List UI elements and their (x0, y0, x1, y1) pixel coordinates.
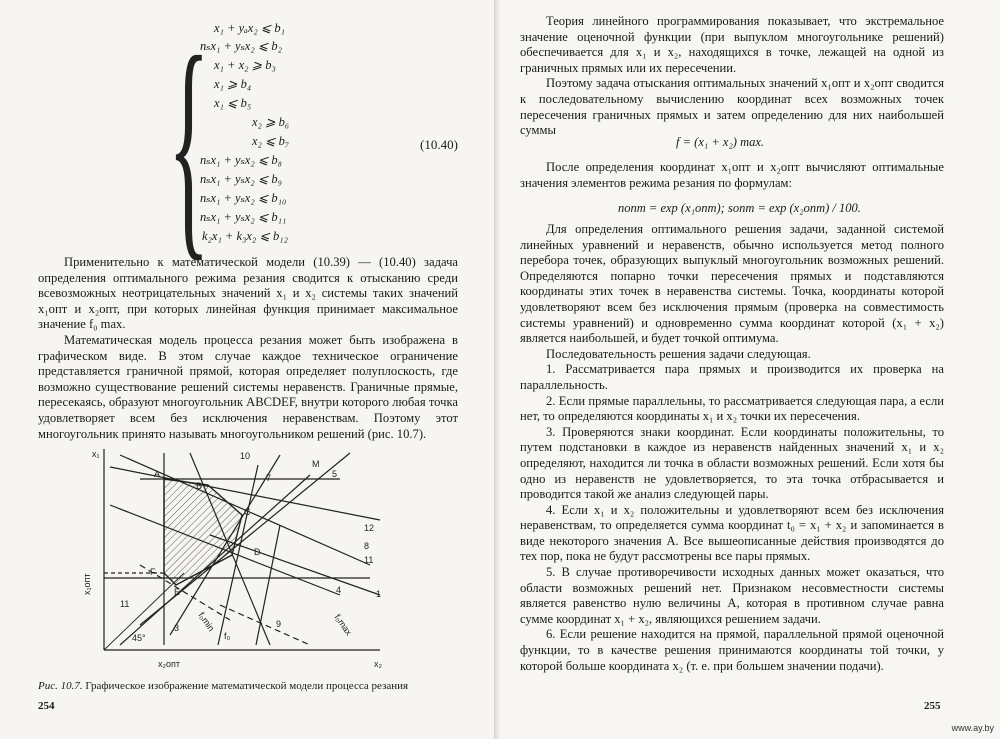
figure-10-7 (80, 445, 390, 675)
x2-opt-label: x₂опт (158, 659, 180, 669)
left-text-block (38, 255, 458, 442)
point-f: F (150, 567, 156, 577)
line-number-5: 5 (332, 469, 338, 479)
watermark: www.ay.by (951, 723, 994, 733)
inequality-6: x₂ ⩾ b₆ (252, 115, 290, 129)
formula-f: f = (x₁ + x₂) max. (676, 135, 765, 149)
inequality-11: nₛx₁ + yₛx₂ ⩽ b₁₁ (200, 210, 287, 224)
left-paragraph-2: Математическая модель процесса резания может быть изображена в графическом виде. В этом случае каждое техническое ограничение представляется граничной прямой, которая определяет полуплоскость, где возможно существование решений системы неравенств. Граничные прямые, пересекаясь, образуют многоугольник ABCDEF, внутри которого любая точка удовлетворяет всем без исключения неравенствам. Поэтому этот многоугольник принято называть многоугольником решений (рис. 10.7). (38, 332, 458, 441)
inequality-10: nₛx₁ + yₛx₂ ⩽ b₁₀ (200, 191, 287, 205)
right-text-mid (520, 160, 944, 191)
right-text-bottom (520, 222, 944, 674)
axis-x-label: x₂ (374, 659, 382, 669)
angle-label: 45° (132, 633, 146, 643)
point-e: E (174, 587, 181, 597)
inequality-8: nₛx₁ + yₛx₂ ⩽ b₈ (200, 153, 283, 167)
axis-y-label: x₁ (92, 449, 100, 459)
line-number-3: 3 (174, 623, 180, 633)
left-paragraph-1: Применительно к математической модели (10.39) — (10.40) задача определения оптимального режима резания сводится к отысканию среди всевозможных неотрицательных значений x₁ и x₂ системы таких значений x₁опт и x₂опт, при которых линейная функция принимает максимальное значение f₀ max. (38, 255, 458, 332)
right-text-top (520, 14, 944, 139)
right-page (500, 0, 1000, 739)
inequality-5: x₁ ⩽ b₅ (214, 96, 252, 110)
f0max-label: f₀max (332, 612, 354, 638)
right-paragraph-5: Последовательность решения задачи следующая. (546, 346, 811, 361)
right-paragraph-4: Для определения оптимального решения задачи, заданной системой линейных уравнений и неравенств, обычно используется метод полного перебора точек, образующих выпуклый многоугольник возможных решений. Определяются попарно точки пересечения прямых и подставляются координаты этих точек в неравенства системы. Точка, координаты которой удовлетворяют всем без исключения прямым (проверка на совместимость системы уравнений) и одновременно сумма координат которой (x₁ + x₂) является наибольшей, и будет точкой оптимума. (520, 222, 944, 346)
caption-label: Рис. 10.7. (38, 680, 83, 692)
caption-text: Графическое изображение математической модели процесса резания (85, 680, 409, 692)
page-number-right: 255 (924, 700, 941, 712)
point-d: D (254, 547, 261, 557)
inequality-4: x₁ ⩾ b₄ (214, 77, 252, 91)
point-m: M (312, 459, 320, 469)
inequality-3: x₁ + x₂ ⩾ b₃ (214, 58, 276, 72)
line-number-4: 4 (336, 585, 342, 595)
equation-number: (10.40) (420, 137, 458, 152)
right-paragraph-2: Поэтому задача отыскания оптимальных значений x₁опт и x₂опт сводится к последовательному вычислению координат всех возможных точек пересечения граничных прямых и затем определению для них наибольшей суммы (520, 76, 944, 138)
system-brace: { (168, 6, 210, 281)
line-number-11: 11 (364, 555, 374, 565)
f0min-label: f₀min (196, 610, 217, 634)
inequality-12: k₂x₁ + k₃x₂ ⩽ b₁₂ (202, 229, 288, 243)
list-item-1: 1. Рассматривается пара прямых и производится их проверка на параллельность. (520, 362, 944, 392)
point-c: C (244, 507, 251, 517)
formula-n-s: nопт = exp (x₁опт); sопт = exp (x₂опт) / 100. (618, 201, 861, 215)
inequality-2: nₛx₁ + yₛx₂ ⩽ b₂ (200, 39, 283, 53)
line-number-1: 1 (376, 589, 382, 599)
right-paragraph-1: Теория линейного программирования показывает, что экстремальное значение оценочной функции (при выпуклом многоугольнике решений) обеспечивается для x₁ и x₂, находящихся в точке, лежащей на одной из граничных прямых или их пересечении. (520, 14, 944, 75)
list-item-3: 3. Проверяются знаки координат. Если координаты положительны, то путем подстановки в каждое из неравенств найденных значений x₁ и x₂ определяют, находится ли точка в области возможных решений. Если хотя бы одно из неравенств не удовлетворяется, то эта точка отбрасывается и проводится такой же анализ следующей пары. (520, 424, 944, 502)
line-number-9: 9 (276, 619, 282, 629)
list-item-5: 5. В случае противоречивости исходных данных может оказаться, что области возможных решений нет. Признаком несовместности системы является равенство нулю величины A, которая в противном случае равна сумме координат x₁ + x₂, являющихся решением задачи. (520, 565, 944, 626)
inequality-1: x₁ + yₐx₂ ⩽ b₁ (214, 21, 285, 35)
inequality-9: nₛx₁ + yₛx₂ ⩽ b₉ (200, 172, 283, 186)
line-number-7: 7 (266, 473, 272, 483)
right-paragraph-3: После определения координат x₁опт и x₂опт вычисляют оптимальные значения элементов режима резания по формулам: (520, 160, 944, 190)
left-page (0, 0, 496, 739)
list-item-6: 6. Если решение находится на прямой, параллельной прямой оценочной функции, то в качестве решения принимаются координаты той точки, у которой больше координата x₂ (т. е. при большем значении подачи). (520, 627, 944, 673)
line-number-8: 8 (364, 541, 370, 551)
line-number-10: 10 (240, 451, 251, 461)
list-item-4: 4. Если x₁ и x₂ положительны и удовлетворяют всем без исключения неравенствам, то определяется сумма координат t₀ = x₁ + x₂ и запоминается в виде некоторого значения A. Все вышеописанные действия производятся до тех пор, пока не будут рассмотрены все пары прямых. (520, 502, 944, 564)
line-number-11b: 11 (120, 599, 130, 609)
page-number-left: 254 (38, 700, 55, 712)
line-number-12: 12 (364, 523, 375, 533)
x1-opt-label: x₁опт (82, 573, 92, 595)
inequality-7: x₂ ⩽ b₇ (252, 134, 290, 148)
point-a: A (154, 469, 161, 479)
point-b: B (196, 481, 203, 491)
list-item-2: 2. Если прямые параллельны, то рассматривается следующая пара, а если нет, то определяются координаты x₁ и x₂ точки их пересечения. (520, 393, 944, 424)
f0-label: f₀ (224, 631, 231, 641)
figure-caption (38, 680, 408, 692)
